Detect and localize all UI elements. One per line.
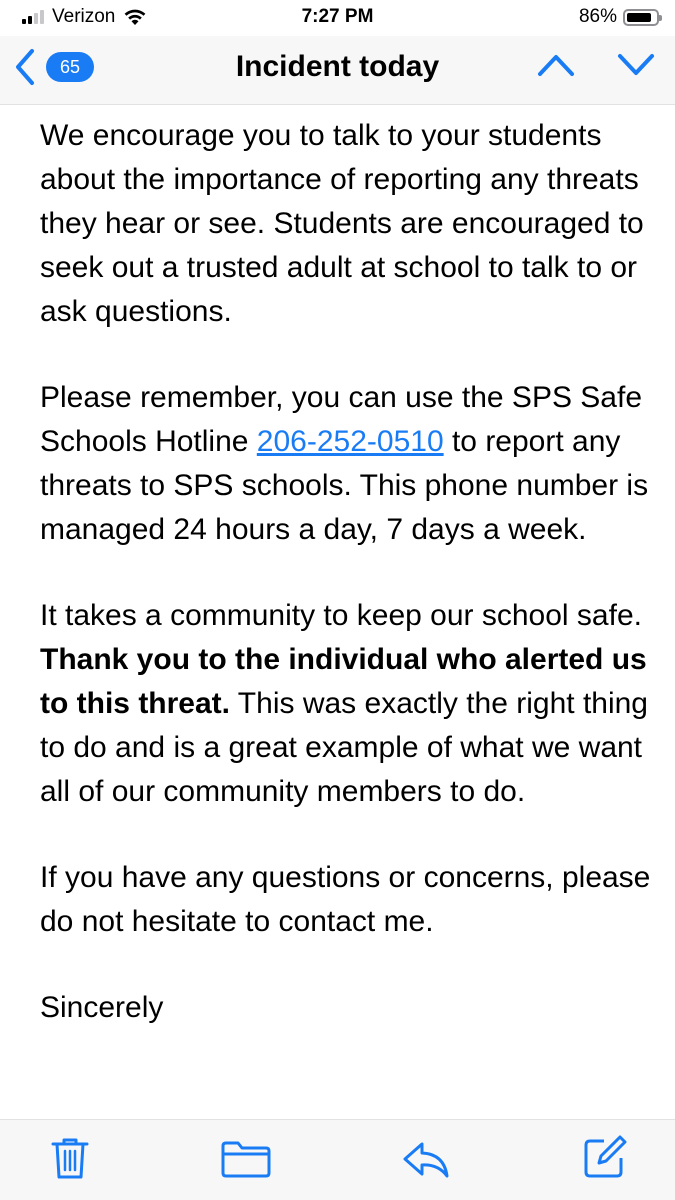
battery-cap [659,15,662,21]
bottom-toolbar [0,1119,675,1200]
status-time: 7:27 PM [301,6,374,27]
nav-bar [0,36,675,105]
hotline-phone-link[interactable]: 206-252-0510 [256,425,444,458]
hotline-text-after: to report any threats to SPS schools. This phone number is managed 24 hours a day, 7 days a week. [40,425,649,546]
battery-percent: 86% [578,6,617,27]
message-subject-title: Incident today [235,50,440,83]
compose-icon[interactable] [582,1134,628,1180]
community-text-before: It takes a community to keep our school safe. [40,599,642,632]
trash-icon[interactable] [50,1136,90,1180]
message-navigation [537,52,655,78]
paragraph-questions: If you have any questions or concerns, please do not hesitate to contact me. [40,861,651,938]
battery-fill [627,13,651,22]
chevron-up-icon[interactable] [537,52,575,78]
paragraph-community [40,594,653,814]
paragraph-signoff: Sincerely [40,991,164,1024]
unread-count-badge: 65 [46,52,94,82]
reply-icon[interactable] [402,1140,450,1180]
community-text-after: This was exactly the right thing to do and is a great example of what we want all of our community members to do. [40,687,648,808]
paragraph-encourage: We encourage you to talk to your students about the importance of reporting any threats they hear or see. Students are encouraged to seek out a trusted adult at school to talk to or ask questions. [40,119,644,328]
carrier-name: Verizon [52,6,116,27]
folder-icon[interactable] [220,1140,272,1178]
status-right [579,6,659,28]
chevron-down-icon[interactable] [617,52,655,78]
message-body[interactable] [40,114,653,1120]
paragraph-hotline [40,376,653,552]
hotline-text-before: Please remember, you can use the SPS Safe Schools Hotline [40,381,643,458]
status-bar [0,0,675,36]
community-thanks-bold: Thank you to the individual who alerted us to this threat. [40,643,647,720]
battery-icon [623,9,659,26]
